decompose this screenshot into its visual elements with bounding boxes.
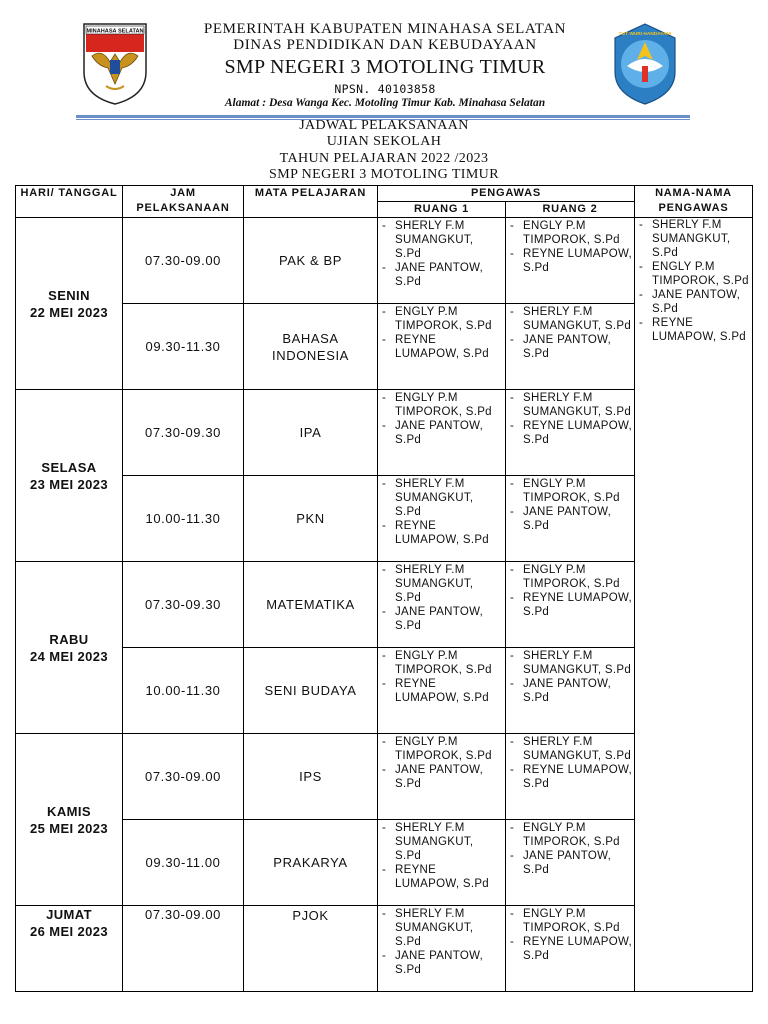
room-1-proctors	[378, 476, 506, 562]
room-2-proctors	[506, 906, 635, 992]
proctor-name: - ENGLY P.M TIMPOROK, S.Pd	[382, 649, 503, 677]
day-date: 25 MEI 2023	[29, 820, 109, 836]
exam-schedule-table	[15, 185, 753, 992]
school-address: Alamat : Desa Wanga Kec. Motoling Timur Kab. Minahasa Selatan	[224, 97, 546, 109]
proctor-name: - JANE PANTOW, S.Pd	[510, 333, 632, 361]
day-date: 22 MEI 2023	[29, 304, 109, 320]
proctor-name: - JANE PANTOW, S.Pd	[639, 288, 750, 316]
room-1-proctors	[378, 820, 506, 906]
room-2-proctors	[506, 734, 635, 820]
day-date: 23 MEI 2023	[29, 476, 109, 492]
proctor-name: - REYNE LUMAPOW, S.Pd	[382, 863, 503, 891]
proctor-name: - SHERLY F.M SUMANGKUT, S.Pd	[382, 219, 503, 261]
room-2-proctors	[506, 218, 635, 304]
day-name: RABU	[49, 631, 89, 647]
session-time: 09.30-11.00	[123, 820, 244, 906]
day-name: SENIN	[48, 287, 90, 303]
header-room-1: RUANG 1	[378, 202, 506, 218]
room-1-proctors	[378, 390, 506, 476]
day-name: KAMIS	[47, 803, 91, 819]
proctor-name: - SHERLY F.M SUMANGKUT, S.Pd	[510, 735, 632, 763]
room-1-proctors	[378, 648, 506, 734]
proctor-name: - SHERLY F.M SUMANGKUT, S.Pd	[382, 907, 503, 949]
header-proctors: PENGAWAS	[378, 186, 635, 202]
header-day: HARI/ TANGGAL	[16, 186, 123, 218]
session-subject: PAK & BP	[244, 218, 378, 304]
proctor-name: - ENGLY P.M TIMPOROK, S.Pd	[510, 821, 632, 849]
right-logo-label: TUT WURI HANDAYANI	[618, 32, 672, 37]
header-all-proctors: NAMA-NAMA PENGAWAS	[635, 186, 753, 218]
room-2-proctors	[506, 476, 635, 562]
session-subject: IPS	[244, 734, 378, 820]
room-1-proctors	[378, 562, 506, 648]
school-name: SMP NEGERI 3 MOTOLING TIMUR	[224, 56, 546, 78]
proctor-name: - JANE PANTOW, S.Pd	[382, 605, 503, 633]
proctor-name: - SHERLY F.M SUMANGKUT, S.Pd	[510, 649, 632, 677]
room-2-proctors	[506, 820, 635, 906]
session-time: 07.30-09.00	[123, 906, 244, 992]
proctor-name: - JANE PANTOW, S.Pd	[382, 261, 503, 289]
proctor-name: - ENGLY P.M TIMPOROK, S.Pd	[382, 391, 503, 419]
day-cell	[16, 562, 123, 734]
proctor-name: - SHERLY F.M SUMANGKUT, S.Pd	[382, 477, 503, 519]
proctor-name: - REYNE LUMAPOW, S.Pd	[510, 763, 632, 791]
room-1-proctors	[378, 906, 506, 992]
proctor-name: - SHERLY F.M SUMANGKUT, S.Pd	[510, 391, 632, 419]
npsn: NPSN. 40103858	[334, 82, 436, 96]
session-time: 09.30-11.30	[123, 304, 244, 390]
session-time: 10.00-11.30	[123, 476, 244, 562]
day-cell	[16, 734, 123, 906]
school-title: SMP NEGERI 3 MOTOLING TIMUR	[269, 167, 499, 182]
proctor-name: - ENGLY P.M TIMPOROK, S.Pd	[639, 260, 750, 288]
letterhead	[0, 0, 768, 122]
government-line: PEMERINTAH KABUPATEN MINAHASA SELATAN	[203, 21, 567, 37]
proctor-name: - ENGLY P.M TIMPOROK, S.Pd	[510, 907, 632, 935]
header-room-2: RUANG 2	[506, 202, 635, 218]
session-time: 10.00-11.30	[123, 648, 244, 734]
session-time: 07.30-09.30	[123, 562, 244, 648]
room-2-proctors	[506, 648, 635, 734]
proctor-name: - SHERLY F.M SUMANGKUT, S.Pd	[382, 821, 503, 863]
header-time: JAM PELAKSANAAN	[123, 186, 244, 218]
proctor-name: - REYNE LUMAPOW, S.Pd	[382, 333, 503, 361]
session-subject: PKN	[244, 476, 378, 562]
session-subject: PRAKARYA	[244, 820, 378, 906]
session-time: 07.30-09.30	[123, 390, 244, 476]
department-line: DINAS PENDIDIKAN DAN KEBUDAYAAN	[233, 37, 537, 53]
room-1-proctors	[378, 734, 506, 820]
session-subject: IPA	[244, 390, 378, 476]
session-time: 07.30-09.00	[123, 734, 244, 820]
day-cell	[16, 390, 123, 562]
proctor-name: - REYNE LUMAPOW, S.Pd	[382, 677, 503, 705]
proctor-name: - SHERLY F.M SUMANGKUT, S.Pd	[510, 305, 632, 333]
day-cell	[16, 218, 123, 390]
academic-year: TAHUN PELAJARAN 2022 /2023	[279, 151, 489, 166]
proctor-name: - REYNE LUMAPOW, S.Pd	[510, 247, 632, 275]
proctor-name: - ENGLY P.M TIMPOROK, S.Pd	[510, 563, 632, 591]
proctor-name: - REYNE LUMAPOW, S.Pd	[510, 935, 632, 963]
header-subject: MATA PELAJARAN	[244, 186, 378, 218]
proctor-name: - JANE PANTOW, S.Pd	[510, 677, 632, 705]
room-2-proctors	[506, 304, 635, 390]
proctor-name: - JANE PANTOW, S.Pd	[382, 419, 503, 447]
proctor-name: - SHERLY F.M SUMANGKUT, S.Pd	[639, 218, 750, 260]
room-2-proctors	[506, 562, 635, 648]
proctor-name: - JANE PANTOW, S.Pd	[382, 763, 503, 791]
session-subject: MATEMATIKA	[244, 562, 378, 648]
proctor-name: - JANE PANTOW, S.Pd	[510, 505, 632, 533]
proctor-name: - JANE PANTOW, S.Pd	[510, 849, 632, 877]
left-logo-label: MINAHASA SELATAN	[86, 28, 144, 35]
regency-shield-icon	[82, 22, 148, 106]
proctor-name: - ENGLY P.M TIMPOROK, S.Pd	[382, 735, 503, 763]
proctor-name: - REYNE LUMAPOW, S.Pd	[639, 316, 750, 344]
all-proctors-cell	[635, 218, 753, 992]
room-1-proctors	[378, 304, 506, 390]
proctor-name: - REYNE LUMAPOW, S.Pd	[510, 591, 632, 619]
doc-subtitle: UJIAN SEKOLAH	[326, 134, 442, 149]
tut-wuri-handayani-icon	[609, 22, 681, 106]
day-date: 24 MEI 2023	[29, 648, 109, 664]
session-subject: BAHASA INDONESIA	[244, 304, 378, 390]
session-time: 07.30-09.00	[123, 218, 244, 304]
room-1-proctors	[378, 218, 506, 304]
day-cell	[16, 906, 123, 992]
day-date: 26 MEI 2023	[29, 924, 109, 939]
table-row	[16, 218, 753, 304]
day-name: SELASA	[41, 459, 97, 475]
proctor-name: - REYNE LUMAPOW, S.Pd	[510, 419, 632, 447]
room-2-proctors	[506, 390, 635, 476]
day-name: JUMAT	[46, 907, 92, 922]
proctor-name: - ENGLY P.M TIMPOROK, S.Pd	[510, 219, 632, 247]
proctor-name: - REYNE LUMAPOW, S.Pd	[382, 519, 503, 547]
proctor-name: - SHERLY F.M SUMANGKUT, S.Pd	[382, 563, 503, 605]
proctor-name: - ENGLY P.M TIMPOROK, S.Pd	[510, 477, 632, 505]
proctor-name: - JANE PANTOW, S.Pd	[382, 949, 503, 977]
doc-title: JADWAL PELAKSANAAN	[299, 118, 469, 133]
session-subject: SENI BUDAYA	[244, 648, 378, 734]
session-subject: PJOK	[244, 906, 378, 992]
proctor-name: - ENGLY P.M TIMPOROK, S.Pd	[382, 305, 503, 333]
